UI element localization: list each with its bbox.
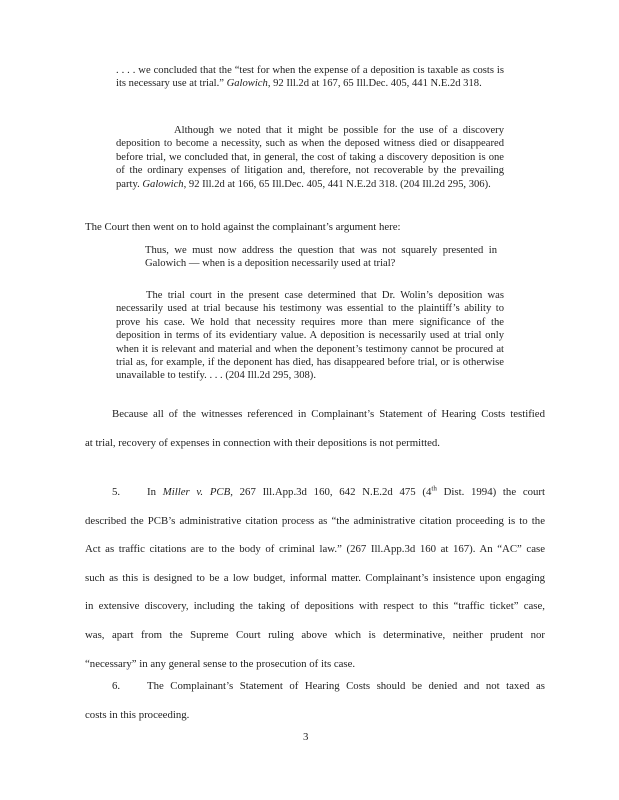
quote2-text-b: , 92 Ill.2d at 166, 65 Ill.Dec. 405, 441 N.E.2d 318. (204 Ill.2d 295, 306).: [183, 178, 491, 190]
para5-line-7: “necessary” in any general sense to the prosecution of its case.: [85, 657, 356, 670]
para5-line-2: described the PCB’s administrative citation process as “the administrative citation proceeding is to the: [85, 514, 545, 527]
para5-number: 5.: [112, 486, 121, 498]
para5-intro: In: [147, 486, 163, 498]
para5-case-name: Miller v. PCB: [162, 486, 231, 498]
quote3-case-name: Galowich: [145, 258, 187, 270]
page-number: 3: [303, 731, 309, 743]
because-line-1-text: Because all of the witnesses referenced in Complainant’s Statement of Hearing Costs testified: [112, 408, 545, 420]
para5-sup: th: [431, 484, 437, 493]
block-quote-2: [116, 124, 504, 191]
quote1-case-name: Galowich: [226, 78, 268, 90]
para5-cite: , 267 Ill.App.3d 160, 642 N.E.2d 475 (4: [230, 486, 432, 498]
quote1-text-a: . . . . we concluded that the “test for when the expense of a deposition is taxable as costs is its necessary use at trial.”: [116, 65, 504, 90]
quote3-text-b: — when is a deposition necessarily used at trial?: [186, 258, 396, 270]
para5-line-6: was, apart from the Supreme Court ruling above which is determinative, neither prudent nor: [85, 628, 545, 641]
quote2-case-name: Galowich: [142, 178, 184, 190]
quote4-text: The trial court in the present case determined that Dr. Wolin’s deposition was necessarily used at trial because his testimony was essential to the plaintiff’s ability to prove his case. We hold that necessity requires more than mere significance of the deposition in terms of its evidentiary value. A deposition is necessarily used at trial only when it is relevant and material and when the deponent’s testimony cannot be procured at trial as, for example, if the deponent has died, has disappeared before trial, or is otherwise unavailable to testify. . . . (204 Ill.2d 295, 308).: [116, 290, 504, 382]
para6-line-1: [85, 672, 545, 701]
para5-cite-end: Dist. 1994) the court: [436, 486, 546, 498]
block-quote-4: [116, 289, 504, 383]
quote1-text-b: , 92 Ill.2d at 167, 65 Ill.Dec. 405, 441 N.E.2d 318.: [267, 78, 482, 90]
paragraph-because: [85, 400, 545, 457]
paragraph-6: [85, 672, 545, 729]
paragraph-5: [85, 478, 545, 678]
para6-number: 6.: [112, 680, 121, 692]
because-line-2: at trial, recovery of expenses in connection with their depositions is not permitted.: [85, 436, 441, 449]
para5-line-5: in extensive discovery, including the taking of depositions with respect to this “traffic ticket” case,: [85, 600, 545, 613]
para6-line-2: costs in this proceeding.: [85, 708, 190, 721]
block-quote-1: [116, 64, 504, 91]
quote2-text-a: Although we noted that it might be possible for the use of a discovery deposition to become a necessity, such as when the deposed witness died or disappeared before trial, we concluded that, in general, the cost of taking a discovery deposition is one of the ordinary expenses of litigation and, therefore, not recoverable by the prevailing party.: [116, 125, 504, 190]
block-quote-3: [145, 244, 497, 271]
para6-line-1-text: The Complainant’s Statement of Hearing Costs should be denied and not taxed as: [147, 680, 545, 692]
quote3-text-a: Thus, we must now address the question that was not squarely presented in: [145, 245, 497, 256]
court-holding-line: The Court then went on to hold against the complainant’s argument here:: [85, 221, 401, 233]
para5-line-4: such as this is designed to be a low budget, informal matter. Complainant’s insistence upon engaging: [85, 571, 545, 584]
para5-line-1: [85, 478, 545, 507]
para5-line-3: Act as traffic citations are to the body of criminal law.” (267 Ill.App.3d 160 at 167). An “AC” case: [85, 543, 545, 556]
because-line-1: [85, 400, 545, 429]
